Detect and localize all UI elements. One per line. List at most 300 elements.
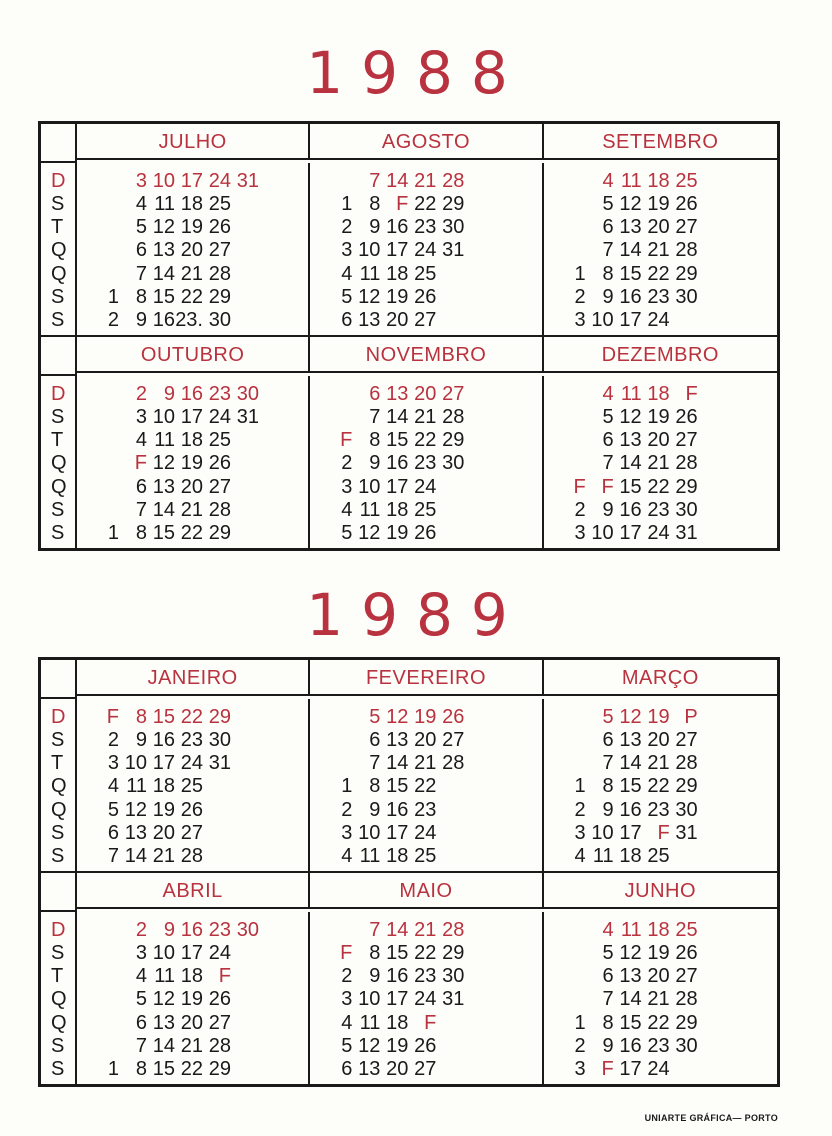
day-number: 12 bbox=[358, 285, 381, 308]
day-number: 21 bbox=[180, 1034, 203, 1057]
month-name: SETEMBRO bbox=[544, 124, 777, 160]
month-name: AGOSTO bbox=[310, 124, 543, 160]
weekday-column bbox=[41, 163, 77, 335]
weekday-label: Q bbox=[51, 798, 67, 821]
header-corner bbox=[41, 335, 77, 376]
day-number bbox=[231, 522, 259, 545]
weekday-row bbox=[558, 406, 777, 429]
day-number: 4 bbox=[135, 429, 147, 452]
day-number: 10 bbox=[358, 988, 381, 1011]
day-number: 17 bbox=[386, 988, 409, 1011]
day-number: 4 bbox=[341, 262, 353, 285]
day-number: 19 bbox=[152, 798, 175, 821]
day-number: 4 bbox=[602, 169, 614, 192]
day-number: 8 bbox=[135, 521, 147, 544]
weekday-label: D bbox=[51, 705, 66, 728]
day-number bbox=[231, 452, 259, 475]
day-number: 29 bbox=[208, 1057, 231, 1080]
weekday-row bbox=[558, 845, 777, 868]
sunday-row bbox=[91, 383, 308, 406]
day-number: 12 bbox=[619, 405, 642, 428]
day-number: 15 bbox=[619, 775, 642, 798]
day-number: 2 bbox=[107, 308, 119, 331]
day-number: 11 bbox=[154, 192, 175, 215]
weekday-row bbox=[558, 499, 777, 522]
day-number: 16 bbox=[386, 965, 409, 988]
day-number: 6 bbox=[602, 429, 614, 452]
sunday-row bbox=[324, 919, 541, 942]
holiday-mark: F bbox=[573, 475, 586, 498]
weekday-label: D bbox=[51, 382, 66, 405]
day-number: 29 bbox=[208, 521, 231, 544]
weekday-label: Q bbox=[51, 988, 67, 1011]
day-number: 10 bbox=[358, 821, 381, 844]
day-number: 21 bbox=[152, 844, 175, 867]
day-number: 20 bbox=[647, 728, 670, 751]
day-number: 8 bbox=[602, 262, 614, 285]
day-number bbox=[670, 309, 698, 332]
day-number bbox=[91, 1012, 119, 1035]
day-number: 10 bbox=[591, 308, 614, 331]
day-number: 20 bbox=[647, 429, 670, 452]
day-number: 18 bbox=[386, 262, 409, 285]
day-number: 25 bbox=[414, 498, 437, 521]
day-number: 8 bbox=[369, 192, 381, 215]
weekday-row bbox=[324, 988, 541, 1011]
day-number: 10 bbox=[358, 475, 381, 498]
month-grid bbox=[310, 163, 543, 335]
day-number: 9 bbox=[602, 285, 614, 308]
day-number: 22 bbox=[180, 1057, 203, 1080]
day-number: 19 bbox=[414, 705, 437, 728]
day-number: 20 bbox=[647, 965, 670, 988]
weekday-row bbox=[91, 476, 308, 499]
holiday-mark: F bbox=[657, 821, 670, 844]
day-number bbox=[91, 499, 119, 522]
day-number: 10 bbox=[591, 521, 614, 544]
day-number: 21 bbox=[180, 498, 203, 521]
day-number: 19 bbox=[180, 452, 203, 475]
day-number bbox=[436, 1012, 464, 1035]
day-number: 26 bbox=[442, 705, 465, 728]
day-number bbox=[91, 476, 119, 499]
day-number: 28 bbox=[675, 452, 698, 475]
weekday-label: T bbox=[51, 429, 64, 452]
weekday-row bbox=[324, 499, 541, 522]
day-number: 17 bbox=[180, 405, 203, 428]
day-number: 8 bbox=[369, 941, 381, 964]
day-number: 28 bbox=[675, 988, 698, 1011]
day-number: 24 bbox=[647, 308, 670, 331]
day-number: 18 bbox=[619, 844, 642, 867]
day-number: 14 bbox=[386, 752, 409, 775]
day-number: 11 bbox=[154, 965, 175, 988]
sunday-row bbox=[558, 170, 777, 193]
day-number: 5 bbox=[341, 285, 353, 308]
day-number: 24 bbox=[414, 475, 437, 498]
day-number: 2 bbox=[341, 452, 353, 475]
month-name: FEVEREIRO bbox=[310, 660, 543, 696]
day-number bbox=[436, 845, 464, 868]
day-number: 16 bbox=[386, 216, 409, 239]
day-number: 14 bbox=[619, 752, 642, 775]
day-number: 3 bbox=[135, 941, 147, 964]
month-grid bbox=[544, 912, 777, 1084]
day-number: 27 bbox=[675, 216, 698, 239]
day-number: 16 bbox=[619, 1034, 642, 1057]
day-number: 11 bbox=[620, 382, 642, 405]
day-number: 12 bbox=[619, 705, 642, 728]
day-number: 4 bbox=[107, 775, 119, 798]
day-number: 7 bbox=[107, 844, 119, 867]
weekday-row bbox=[91, 263, 308, 286]
weekday-row bbox=[91, 1035, 308, 1058]
day-number: 17 bbox=[386, 475, 409, 498]
day-number: 3 bbox=[135, 169, 147, 192]
day-number bbox=[558, 706, 586, 729]
weekday-row bbox=[91, 239, 308, 262]
day-number bbox=[231, 216, 259, 239]
day-number: 29 bbox=[442, 941, 465, 964]
day-number: 27 bbox=[675, 429, 698, 452]
day-number: 21 bbox=[414, 918, 437, 941]
day-number bbox=[558, 919, 586, 942]
day-number: 4 bbox=[341, 498, 353, 521]
header-corner bbox=[41, 124, 77, 163]
day-number: 7 bbox=[135, 498, 147, 521]
day-number: 18 bbox=[180, 965, 203, 988]
day-number: 26 bbox=[208, 988, 231, 1011]
day-number: 30 bbox=[442, 452, 465, 475]
day-number: 7 bbox=[602, 452, 614, 475]
day-number: 29 bbox=[675, 1011, 698, 1034]
day-number: 12 bbox=[619, 941, 642, 964]
day-number: 23 bbox=[414, 452, 437, 475]
day-number: 22 bbox=[647, 775, 670, 798]
day-number: 7 bbox=[602, 239, 614, 262]
month-name: DEZEMBRO bbox=[544, 335, 777, 373]
day-number: 26 bbox=[180, 798, 203, 821]
day-number bbox=[436, 476, 464, 499]
day-number: 24 bbox=[180, 752, 203, 775]
weekday-row bbox=[558, 476, 777, 499]
day-number bbox=[558, 965, 586, 988]
day-number: 26 bbox=[414, 521, 437, 544]
day-number bbox=[91, 942, 119, 965]
day-number: 29 bbox=[675, 775, 698, 798]
day-number: 17 bbox=[619, 308, 642, 331]
weekday-row bbox=[558, 239, 777, 262]
day-number bbox=[324, 729, 352, 752]
day-number: 14 bbox=[386, 169, 409, 192]
day-number: 3 bbox=[574, 308, 586, 331]
day-number: 14 bbox=[619, 988, 642, 1011]
day-number: 6 bbox=[602, 965, 614, 988]
weekday-row bbox=[558, 822, 777, 845]
weekday-row bbox=[324, 452, 541, 475]
day-number: 5 bbox=[602, 705, 614, 728]
day-number: 13 bbox=[152, 1011, 175, 1034]
day-number bbox=[203, 799, 231, 822]
weekday-label: S bbox=[51, 1034, 65, 1057]
day-number: 22 bbox=[180, 285, 203, 308]
sunday-row bbox=[558, 383, 777, 406]
day-number bbox=[436, 799, 464, 822]
day-number: 17 bbox=[619, 821, 642, 844]
day-number bbox=[91, 406, 119, 429]
day-number: 16 bbox=[386, 452, 409, 475]
day-number: 2 bbox=[341, 216, 353, 239]
day-number: 15 bbox=[386, 429, 409, 452]
holiday-mark: F bbox=[396, 192, 409, 215]
day-number: 1 bbox=[107, 1057, 119, 1080]
day-number bbox=[231, 499, 259, 522]
day-number: 21 bbox=[647, 988, 670, 1011]
weekday-label: Q bbox=[51, 239, 67, 262]
day-number: 11 bbox=[359, 844, 381, 867]
day-number: 9 bbox=[369, 216, 381, 239]
month-grid bbox=[310, 699, 543, 871]
day-number: 22 bbox=[647, 475, 670, 498]
day-number bbox=[670, 1058, 698, 1081]
day-number: 28 bbox=[442, 752, 465, 775]
month-grid bbox=[77, 699, 310, 871]
day-number: 9 bbox=[369, 798, 381, 821]
day-number: 13 bbox=[386, 728, 409, 751]
day-number: 25 bbox=[414, 262, 437, 285]
day-number bbox=[91, 383, 119, 406]
weekday-row bbox=[324, 239, 541, 262]
day-number: 9 bbox=[369, 452, 381, 475]
day-number: 17 bbox=[180, 941, 203, 964]
weekday-row bbox=[91, 942, 308, 965]
day-number: 10 bbox=[152, 169, 175, 192]
day-number: 30 bbox=[208, 308, 231, 331]
weekday-row bbox=[558, 452, 777, 475]
day-number: 29 bbox=[442, 192, 465, 215]
day-number: 27 bbox=[208, 239, 231, 262]
day-number: 27 bbox=[414, 308, 437, 331]
month-name: MAIO bbox=[310, 871, 543, 909]
day-number bbox=[558, 429, 586, 452]
weekday-row bbox=[324, 822, 541, 845]
day-number: 23. bbox=[175, 308, 203, 331]
day-number: 11 bbox=[620, 169, 642, 192]
holiday-mark: F bbox=[134, 452, 147, 475]
weekday-label: D bbox=[51, 169, 66, 192]
weekday-row bbox=[324, 965, 541, 988]
day-number: 8 bbox=[369, 775, 381, 798]
day-number: 14 bbox=[386, 918, 409, 941]
day-number: 28 bbox=[675, 752, 698, 775]
day-number: 9 bbox=[163, 918, 175, 941]
day-number: 25 bbox=[208, 429, 231, 452]
day-number: 23 bbox=[208, 382, 231, 405]
day-number: 13 bbox=[152, 475, 175, 498]
day-number: 11 bbox=[592, 844, 614, 867]
day-number: 6 bbox=[369, 728, 381, 751]
day-number: 20 bbox=[180, 1011, 203, 1034]
day-number bbox=[558, 988, 586, 1011]
year-heading-1989: 1989 bbox=[306, 581, 526, 649]
day-number: 13 bbox=[619, 429, 642, 452]
day-number: 4 bbox=[341, 1011, 353, 1034]
day-number: 14 bbox=[152, 262, 175, 285]
day-number: 19 bbox=[647, 192, 670, 215]
day-number: 3 bbox=[341, 239, 353, 262]
weekday-label: S bbox=[51, 309, 65, 331]
day-number bbox=[436, 1058, 464, 1081]
day-number: 15 bbox=[152, 285, 175, 308]
weekday-row bbox=[91, 522, 308, 545]
day-number: 31 bbox=[236, 405, 259, 428]
day-number: 13 bbox=[386, 382, 409, 405]
day-number: 2 bbox=[341, 798, 353, 821]
holiday-mark: F bbox=[424, 1011, 437, 1034]
day-number bbox=[436, 822, 464, 845]
month-name: NOVEMBRO bbox=[310, 335, 543, 373]
day-number: 18 bbox=[386, 1011, 409, 1034]
day-number: 3 bbox=[107, 752, 119, 775]
weekday-row bbox=[91, 775, 308, 798]
weekday-row bbox=[324, 799, 541, 822]
day-number bbox=[558, 170, 586, 193]
day-number bbox=[558, 452, 586, 475]
day-number: 2 bbox=[341, 965, 353, 988]
weekday-row bbox=[91, 822, 308, 845]
month-grid bbox=[77, 376, 310, 548]
weekday-label: Q bbox=[51, 1011, 67, 1034]
day-number: 16 bbox=[180, 918, 203, 941]
weekday-row bbox=[324, 775, 541, 798]
weekday-row bbox=[91, 406, 308, 429]
day-number bbox=[203, 822, 231, 845]
weekday-label: S bbox=[51, 1058, 65, 1080]
day-number bbox=[231, 239, 259, 262]
month-grid bbox=[544, 376, 777, 548]
day-number: 26 bbox=[208, 216, 231, 239]
day-number: 16 bbox=[386, 798, 409, 821]
day-number: 21 bbox=[414, 752, 437, 775]
day-number: 23 bbox=[647, 498, 670, 521]
day-number: 23 bbox=[647, 798, 670, 821]
day-number: 20 bbox=[386, 1057, 409, 1080]
month-grid bbox=[544, 163, 777, 335]
day-number bbox=[324, 406, 352, 429]
day-number: 27 bbox=[208, 475, 231, 498]
day-number: 28 bbox=[208, 262, 231, 285]
year-heading-1988: 1988 bbox=[306, 39, 526, 107]
holiday-mark: F bbox=[340, 429, 353, 452]
day-number: 22 bbox=[414, 775, 437, 798]
day-number: 3 bbox=[574, 821, 586, 844]
day-number: 24 bbox=[414, 239, 437, 262]
day-number: 19 bbox=[180, 216, 203, 239]
day-number: 24 bbox=[414, 988, 437, 1011]
day-number: 30 bbox=[236, 918, 259, 941]
day-number bbox=[231, 965, 259, 988]
day-number: 4 bbox=[135, 192, 147, 215]
month-name: JANEIRO bbox=[77, 660, 310, 696]
day-number: 27 bbox=[180, 821, 203, 844]
day-number bbox=[231, 1058, 259, 1081]
day-number: 19 bbox=[386, 1034, 409, 1057]
day-number: 18 bbox=[152, 775, 175, 798]
day-number bbox=[91, 239, 119, 262]
weekday-row bbox=[91, 193, 308, 216]
weekday-row bbox=[558, 286, 777, 309]
day-number bbox=[558, 942, 586, 965]
day-number bbox=[436, 263, 464, 286]
day-number: 2 bbox=[574, 798, 586, 821]
day-number: 29 bbox=[208, 285, 231, 308]
day-number: 26 bbox=[414, 1034, 437, 1057]
day-number bbox=[558, 239, 586, 262]
weekday-row bbox=[324, 522, 541, 545]
day-number: 28 bbox=[675, 239, 698, 262]
day-number: 11 bbox=[126, 775, 147, 798]
day-number bbox=[436, 309, 464, 332]
day-number: 8 bbox=[602, 1011, 614, 1034]
day-number: 31 bbox=[675, 821, 698, 844]
day-number: 20 bbox=[180, 475, 203, 498]
day-number: 15 bbox=[386, 941, 409, 964]
weekday-row bbox=[558, 752, 777, 775]
day-number: 23 bbox=[647, 285, 670, 308]
day-number bbox=[91, 216, 119, 239]
weekday-row bbox=[324, 942, 541, 965]
weekday-row bbox=[91, 988, 308, 1011]
day-number: 10 bbox=[152, 941, 175, 964]
day-number: 12 bbox=[152, 988, 175, 1011]
weekday-row bbox=[91, 1012, 308, 1035]
day-number: 22 bbox=[180, 521, 203, 544]
holiday-mark: F bbox=[601, 1057, 614, 1080]
day-number: 16 bbox=[152, 308, 175, 331]
month-grid bbox=[544, 699, 777, 871]
weekday-row bbox=[324, 193, 541, 216]
day-number: 4 bbox=[341, 844, 353, 867]
sunday-row bbox=[558, 706, 777, 729]
day-number: 14 bbox=[619, 452, 642, 475]
day-number: 21 bbox=[180, 262, 203, 285]
day-number: 23 bbox=[208, 918, 231, 941]
day-number: 13 bbox=[619, 728, 642, 751]
weekday-row bbox=[91, 452, 308, 475]
day-number: 2 bbox=[107, 728, 119, 751]
weekday-row bbox=[558, 965, 777, 988]
day-number: 12 bbox=[619, 192, 642, 215]
day-number: 12 bbox=[152, 216, 175, 239]
day-number bbox=[231, 263, 259, 286]
day-number: 30 bbox=[208, 728, 231, 751]
day-number: 23 bbox=[414, 216, 437, 239]
day-number bbox=[436, 1035, 464, 1058]
weekday-row bbox=[324, 216, 541, 239]
day-number: 13 bbox=[358, 308, 381, 331]
day-number: 25 bbox=[675, 918, 698, 941]
day-number: 6 bbox=[135, 239, 147, 262]
day-number: 17 bbox=[152, 752, 175, 775]
weekday-label: T bbox=[51, 965, 64, 988]
weekday-row bbox=[558, 193, 777, 216]
weekday-row bbox=[558, 942, 777, 965]
day-number bbox=[91, 452, 119, 475]
day-number: 7 bbox=[369, 752, 381, 775]
day-number: 5 bbox=[602, 941, 614, 964]
day-number: 18 bbox=[386, 844, 409, 867]
weekday-row bbox=[324, 286, 541, 309]
